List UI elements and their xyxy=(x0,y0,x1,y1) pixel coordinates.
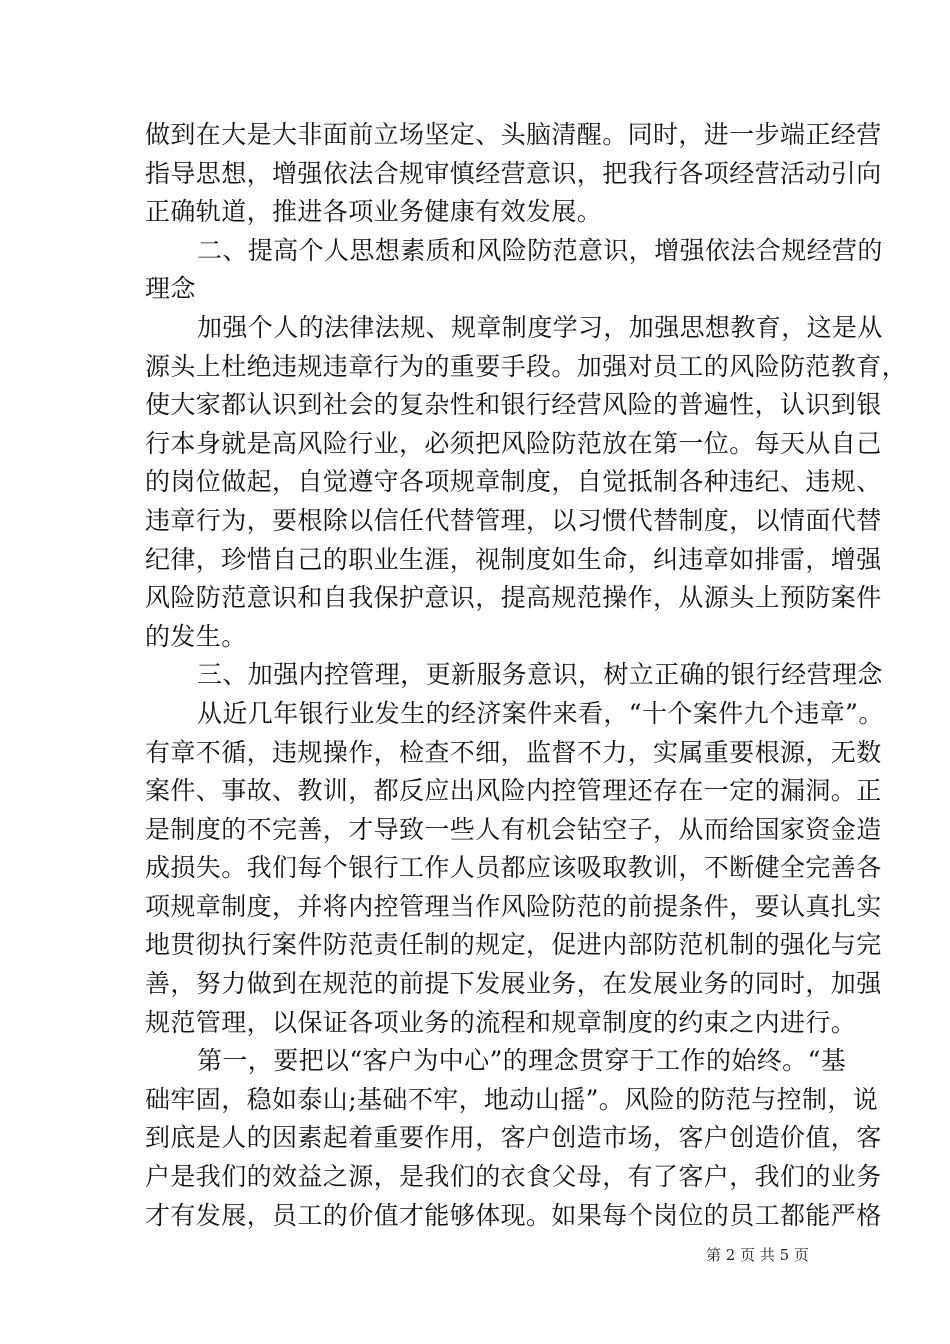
section-heading-continued: 理念 xyxy=(145,274,196,304)
text-line: 础牢固，稳如泰山;基础不牢，地动山摇”。风险的防范与控制，说 xyxy=(145,1084,879,1114)
paragraph-start: 从近几年银行业发生的经济案件来看，“十个案件九个违章”。 xyxy=(197,698,884,728)
text-line: 是制度的不完善，才导致一些人有机会钻空子，从而给国家资金造 xyxy=(145,814,882,844)
text-line: 善，努力做到在规范的前提下发展业务，在发展业务的同时，加强 xyxy=(145,969,882,999)
text-line: 规范管理，以保证各项业务的流程和规章制度的约束之内进行。 xyxy=(145,1007,857,1037)
text-line: 地贯彻执行案件防范责任制的规定，促进内部防范机制的强化与完 xyxy=(145,930,882,960)
text-line: 行本身就是高风险行业，必须把风险防范放在第一位。每天从自己 xyxy=(145,428,882,458)
text-line: 案件、事故、教训，都反应出风险内控管理还存在一定的漏洞。正 xyxy=(145,776,882,806)
text-line: 项规章制度，并将内控管理当作风险防范的前提条件，要认真扎实 xyxy=(145,891,882,921)
section-heading: 二、提高个人思想素质和风险防范意识，增强依法合规经营的 xyxy=(197,235,883,265)
text-line: 户是我们的效益之源，是我们的衣食父母，有了客户，我们的业务 xyxy=(145,1162,882,1192)
text-line: 源头上杜绝违规违章行为的重要手段。加强对员工的风险防范教育， xyxy=(145,351,908,381)
text-line: 违章行为，要根除以信任代替管理，以习惯代替制度，以情面代替 xyxy=(145,505,882,535)
page-number: 第 2 页 共 5 页 xyxy=(706,1246,809,1264)
text-line: 有章不循，违规操作，检查不细，监督不力，实属重要根源，无数 xyxy=(145,737,882,767)
text-line: 才有发展，员工的价值才能够体现。如果每个岗位的员工都能严格 xyxy=(145,1200,882,1230)
text-line: 正确轨道，推进各项业务健康有效发展。 xyxy=(145,197,603,227)
text-line: 的岗位做起，自觉遵守各项规章制度，自觉抵制各种违纪、违规、 xyxy=(145,467,882,497)
text-line: 做到在大是大非面前立场坚定、头脑清醒。同时，进一步端正经营 xyxy=(145,120,882,149)
text-line: 使大家都认识到社会的复杂性和银行经营风险的普遍性，认识到银 xyxy=(145,390,882,420)
paragraph-start: 加强个人的法律法规、规章制度学习，加强思想教育，这是从 xyxy=(197,312,883,342)
text-line: 指导思想，增强依法合规审慎经营意识，把我行各项经营活动引向 xyxy=(145,158,882,188)
text-line: 纪律，珍惜自己的职业生涯，视制度如生命，纠违章如排雷，增强 xyxy=(145,544,882,574)
paragraph-start: 第一，要把以“客户为中心”的理念贯穿于工作的始终。“基 xyxy=(197,1046,847,1076)
section-heading: 三、加强内控管理，更新服务意识，树立正确的银行经营理念 xyxy=(197,660,883,690)
document-body xyxy=(145,116,908,1235)
text-line: 成损失。我们每个银行工作人员都应该吸取教训，不断健全完善各 xyxy=(145,853,882,883)
text-line: 的发生。 xyxy=(145,621,247,651)
text-line: 到底是人的因素起着重要作用，客户创造市场，客户创造价值，客 xyxy=(145,1123,882,1153)
text-line: 风险防范意识和自我保护意识，提高规范操作，从源头上预防案件 xyxy=(145,583,882,613)
